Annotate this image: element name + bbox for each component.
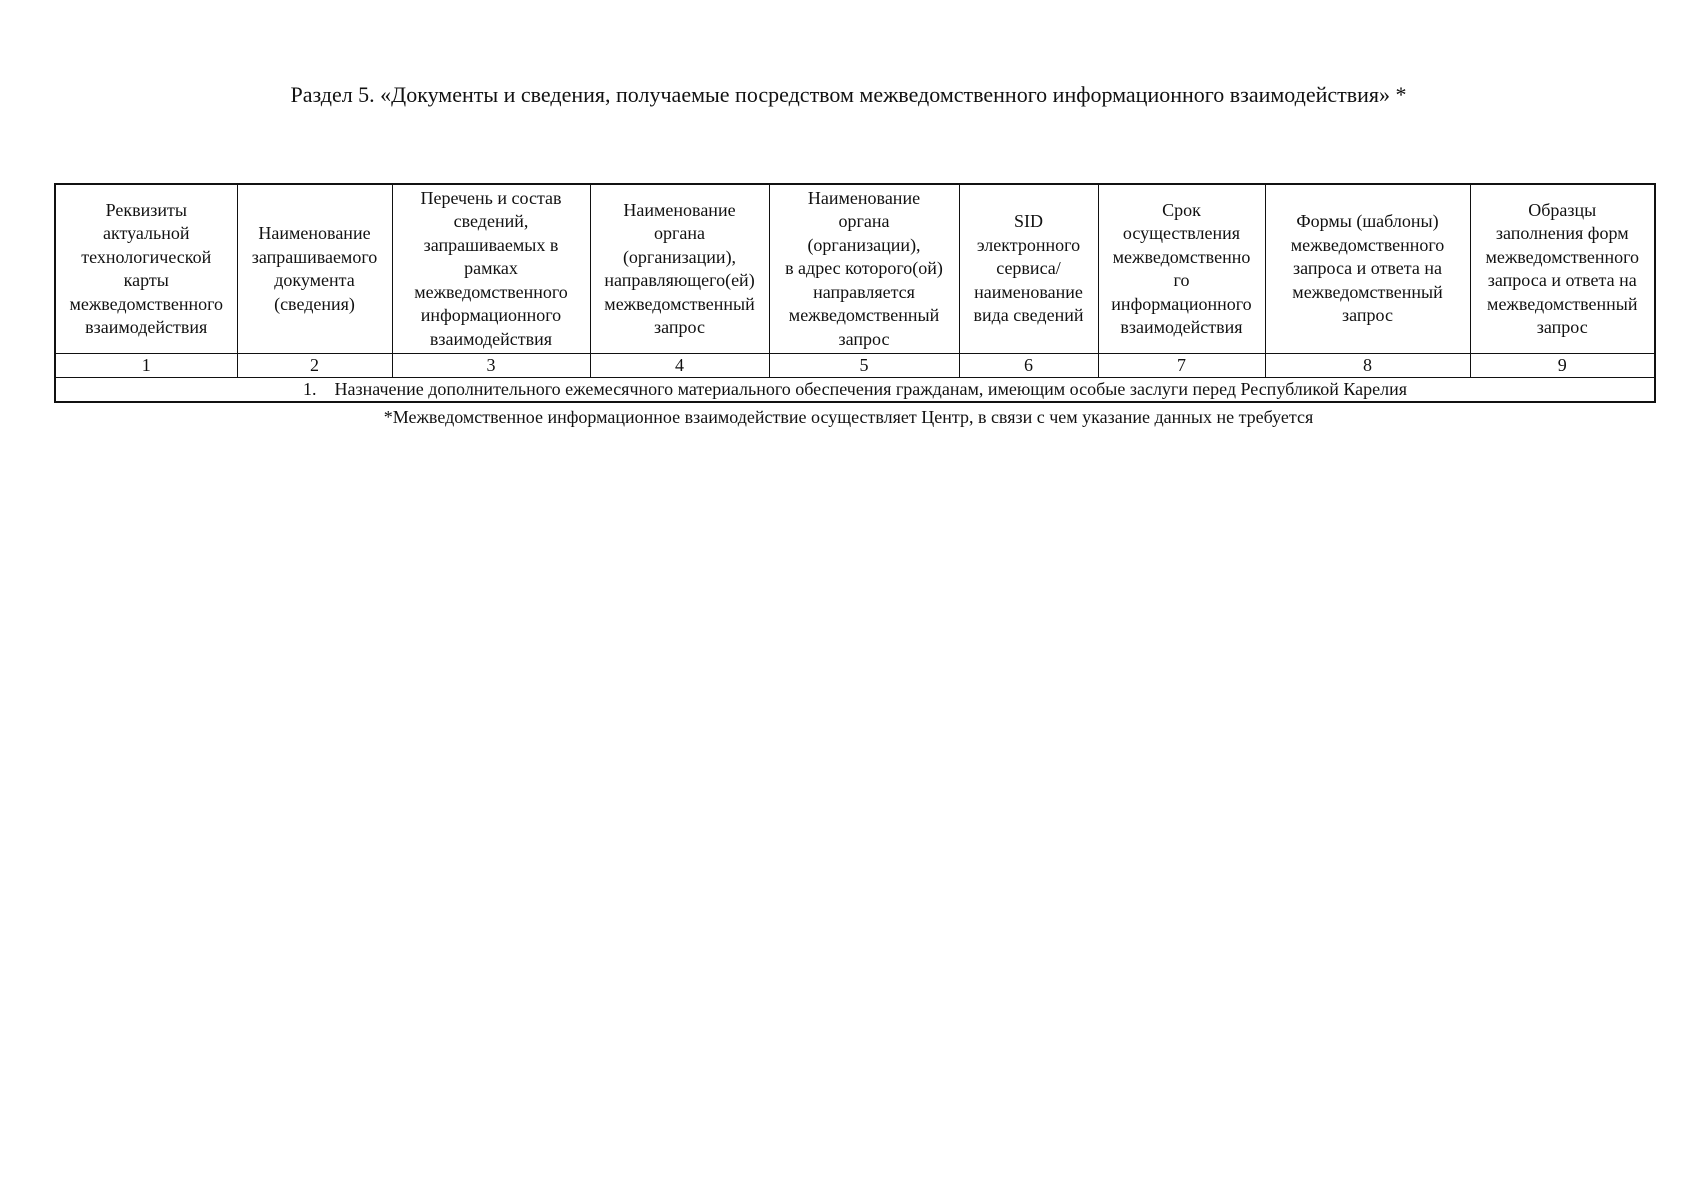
header-text-2: Наименование запрашиваемого документа (сведения) bbox=[251, 223, 378, 314]
column-number: 8 bbox=[1265, 354, 1470, 378]
header-cell bbox=[769, 184, 959, 354]
header-text-9: Образцы заполнения форм межведомственного запроса и ответа на межведомственный запрос bbox=[1485, 199, 1640, 337]
column-number: 2 bbox=[237, 354, 392, 378]
column-number: 6 bbox=[959, 354, 1098, 378]
header-cell bbox=[959, 184, 1098, 354]
table-header-row bbox=[55, 184, 1655, 354]
header-cell bbox=[590, 184, 769, 354]
column-number: 4 bbox=[590, 354, 769, 378]
header-text-5: Наименование органа (организации), в адрес которого(ой) направляется межведомственный запрос bbox=[785, 187, 943, 349]
section-title: Назначение дополнительного ежемесячного материального обеспечения гражданам, имеющим особые заслуги перед Республикой Карелия bbox=[334, 379, 1408, 399]
header-cell bbox=[1098, 184, 1265, 354]
header-text-7: Срок осуществления межведомственно го информационного взаимодействия bbox=[1111, 199, 1252, 337]
header-cell bbox=[237, 184, 392, 354]
interagency-documents-table bbox=[54, 183, 1656, 403]
column-number: 9 bbox=[1470, 354, 1655, 378]
column-number: 1 bbox=[55, 354, 237, 378]
header-text-4: Наименование органа (организации), направляющего(ей) межведомственный запрос bbox=[604, 199, 755, 337]
column-number: 3 bbox=[392, 354, 590, 378]
header-text-3: Перечень и состав сведений, запрашиваемых в рамках межведомственного информационного взаимодействия bbox=[414, 187, 568, 349]
section-row bbox=[55, 378, 1655, 403]
footnote: *Межведомственное информационное взаимодействие осуществляет Центр, в связи с чем указание данных не требуется bbox=[383, 407, 1314, 427]
header-text-1: Реквизиты актуальной технологической карты межведомственного взаимодействия bbox=[69, 199, 224, 337]
section-cell bbox=[55, 378, 1655, 403]
header-cell bbox=[1470, 184, 1655, 354]
column-number: 7 bbox=[1098, 354, 1265, 378]
header-cell bbox=[55, 184, 237, 354]
column-number-row bbox=[55, 354, 1655, 378]
header-text-6: SID электронного сервиса/ наименование вида сведений bbox=[973, 211, 1084, 326]
page-title: Раздел 5. «Документы и сведения, получаемые посредством межведомственного информационного взаимодействия» * bbox=[290, 82, 1407, 107]
header-cell bbox=[392, 184, 590, 354]
header-cell bbox=[1265, 184, 1470, 354]
section-number: 1. bbox=[302, 379, 317, 399]
header-text-8: Формы (шаблоны) межведомственного запроса и ответа на межведомственный запрос bbox=[1290, 211, 1445, 326]
column-number: 5 bbox=[769, 354, 959, 378]
